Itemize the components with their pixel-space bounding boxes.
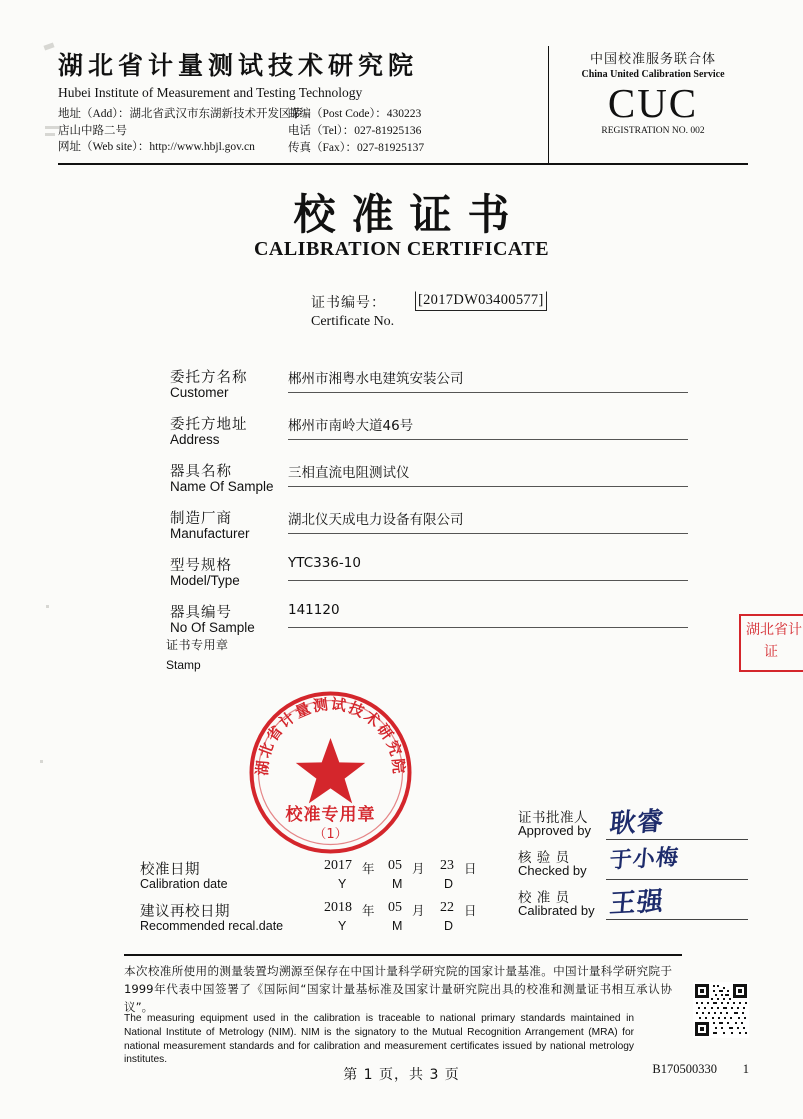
field-manufacturer bbox=[170, 507, 690, 554]
signature-approved-by bbox=[518, 806, 748, 846]
date-month-unit-en: M bbox=[392, 919, 403, 933]
tel-line: 电话（Tel）：027-81925136 bbox=[288, 125, 422, 137]
field-label-en: Model/Type bbox=[170, 573, 240, 588]
organization-name-en: Hubei Institute of Measurement and Testing Technology bbox=[58, 85, 363, 100]
date-label-en: Recommended recal.date bbox=[140, 919, 284, 933]
serial-number: B170500330 bbox=[652, 1062, 717, 1076]
field-address bbox=[170, 413, 690, 460]
date-day-unit-cn: 日 bbox=[464, 861, 477, 876]
field-label-cn: 制造厂商 bbox=[170, 511, 232, 527]
calibration-date-row bbox=[140, 858, 520, 900]
date-day-unit-cn: 日 bbox=[464, 903, 477, 918]
header-divider-vertical bbox=[548, 46, 549, 163]
certificate-number-value: [2017DW03400577] bbox=[415, 291, 547, 311]
field-name-of-sample bbox=[170, 460, 690, 507]
date-day-unit-en: D bbox=[444, 919, 454, 933]
stamp-label-cn: 证书专用章 bbox=[166, 638, 229, 652]
footer-note-en: The measuring equipment used in the calibration is traceable to national primary standards maintained in National Institute of Metrology (NIM). NIM is the signatory to the Mutual Recognition Arrangement (MRA) for national measurement standards and for calibration and measurement certificates issued by national metrology institutes. bbox=[124, 1013, 634, 1066]
date-label-en: Calibration date bbox=[140, 877, 228, 891]
date-month-unit-cn: 月 bbox=[412, 861, 425, 876]
header-right-cuc-logo bbox=[558, 48, 748, 136]
date-month-value: 05 bbox=[388, 858, 402, 873]
signature-label-cn: 证书批准人 bbox=[518, 810, 588, 826]
page-number: 第 1 页，共 3 页 bbox=[343, 1067, 460, 1083]
field-value: 郴州市湘粤水电建筑安装公司 bbox=[288, 371, 464, 387]
field-underline bbox=[288, 392, 688, 393]
stamp-label-en: Stamp bbox=[166, 658, 201, 672]
contact-block bbox=[58, 106, 538, 156]
field-underline bbox=[288, 580, 688, 581]
cuc-mark: CUC bbox=[607, 80, 699, 126]
svg-text:湖北省计量测试技术研究院: 湖北省计量测试技术研究院 bbox=[253, 695, 408, 777]
signature-label-cn: 核 验 员 bbox=[518, 850, 570, 866]
signature-block bbox=[518, 806, 748, 926]
website-line: 网址（Web site）：http://www.hbjl.gov.cn bbox=[58, 141, 255, 154]
cuc-name-cn: 中国校准服务联合体 bbox=[589, 52, 716, 67]
signature-underline bbox=[606, 879, 748, 880]
page-title-en: CALIBRATION CERTIFICATE bbox=[253, 238, 550, 260]
postcode-line: 邮编（Post Code）：430223 bbox=[288, 108, 422, 120]
field-model-type bbox=[170, 554, 690, 601]
scan-speck bbox=[45, 126, 59, 129]
field-label-en: Name Of Sample bbox=[170, 479, 274, 494]
date-year-unit-en: Y bbox=[338, 877, 347, 891]
qr-code-svg bbox=[693, 982, 749, 1038]
certificate-number-label-en: Certificate No. bbox=[311, 314, 395, 329]
scan-speck bbox=[43, 42, 54, 50]
page-title-cn: 校准证书 bbox=[293, 190, 526, 239]
field-label-cn: 器具名称 bbox=[170, 464, 232, 480]
date-day-unit-en: D bbox=[444, 877, 454, 891]
field-value: YTC336-10 bbox=[288, 555, 361, 571]
date-label-cn: 校准日期 bbox=[140, 862, 200, 878]
date-year-unit-cn: 年 bbox=[362, 903, 375, 918]
field-value: 141120 bbox=[288, 602, 340, 618]
signature-checked-by bbox=[518, 846, 748, 886]
field-label-en: No Of Sample bbox=[170, 620, 255, 635]
qr-code-icon bbox=[693, 982, 749, 1038]
field-label-en: Customer bbox=[170, 385, 229, 400]
signature-underline bbox=[606, 919, 748, 920]
seal-icon bbox=[248, 690, 413, 855]
signature-label-en: Approved by bbox=[518, 823, 591, 838]
field-underline bbox=[288, 533, 688, 534]
field-value: 郴州市南岭大道46号 bbox=[288, 418, 414, 434]
cuc-name-en: China United Calibration Service bbox=[581, 69, 725, 80]
footer-note-cn: 本次校准所使用的测量装置均溯源至保存在中国计量科学研究院的国家计量基准。中国计量科学研究院于1999年代表中国签署了《国际间“国家计量基标准及国家计量研究院出具的校准和测量证书相互承认协议”。 bbox=[124, 964, 672, 1014]
serial-index: 1 bbox=[742, 1062, 749, 1076]
svg-text:校准专用章: 校准专用章 bbox=[285, 805, 376, 825]
date-year-value: 2018 bbox=[324, 900, 352, 915]
field-label-cn: 委托方名称 bbox=[170, 370, 248, 386]
header-left bbox=[58, 46, 538, 156]
date-year-value: 2017 bbox=[324, 858, 352, 873]
field-value: 三相直流电阻测试仪 bbox=[288, 465, 410, 481]
date-month-unit-en: M bbox=[392, 877, 403, 891]
signature-label-en: Calibrated by bbox=[518, 903, 595, 918]
fax-line: 传真（Fax）：027-81925137 bbox=[288, 142, 425, 154]
field-underline bbox=[288, 439, 688, 440]
field-customer bbox=[170, 366, 690, 413]
scan-speck bbox=[40, 760, 43, 763]
address-line-1: 地址（Add）：湖北省武汉市东湖新技术开发区茅 bbox=[58, 108, 303, 120]
field-value: 湖北仪天成电力设备有限公司 bbox=[288, 512, 464, 528]
field-label-cn: 器具编号 bbox=[170, 605, 232, 621]
official-round-seal bbox=[248, 690, 413, 855]
date-year-unit-cn: 年 bbox=[362, 861, 375, 876]
stamp-label-block bbox=[166, 636, 229, 672]
date-month-value: 05 bbox=[388, 900, 402, 915]
dates-block bbox=[140, 858, 520, 942]
field-underline bbox=[288, 486, 688, 487]
field-label-en: Manufacturer bbox=[170, 526, 250, 541]
edge-stamp-line-1: 湖北省计 bbox=[746, 622, 802, 638]
signature-value: 于小梅 bbox=[608, 845, 681, 874]
footer-divider bbox=[124, 954, 682, 956]
certificate-number-block bbox=[311, 292, 711, 330]
signature-calibrated-by bbox=[518, 886, 748, 926]
signature-value: 王强 bbox=[608, 886, 666, 920]
date-year-unit-en: Y bbox=[338, 919, 347, 933]
cuc-registration-no: REGISTRATION NO. 002 bbox=[601, 126, 705, 137]
svg-text:（1）: （1） bbox=[313, 827, 348, 842]
date-label-cn: 建议再校日期 bbox=[140, 904, 230, 920]
recommended-recal-date-row bbox=[140, 900, 520, 942]
signature-value: 耿睿 bbox=[608, 806, 666, 840]
field-no-of-sample bbox=[170, 601, 690, 648]
field-underline bbox=[288, 627, 688, 628]
certificate-number-label-cn: 证书编号： bbox=[311, 295, 386, 311]
date-month-unit-cn: 月 bbox=[412, 903, 425, 918]
field-label-en: Address bbox=[170, 432, 220, 447]
organization-name-cn: 湖北省计量测试技术研究院 bbox=[58, 51, 419, 80]
date-day-value: 22 bbox=[440, 900, 454, 915]
edge-stamp-line-2: 证 bbox=[764, 643, 778, 660]
customer-sample-fields bbox=[170, 366, 690, 648]
scan-speck bbox=[46, 605, 49, 608]
edge-partial-stamp bbox=[739, 614, 803, 672]
signature-label-en: Checked by bbox=[518, 863, 587, 878]
signature-label-cn: 校 准 员 bbox=[518, 890, 570, 906]
field-label-cn: 型号规格 bbox=[170, 558, 232, 574]
header-divider-horizontal bbox=[58, 163, 748, 165]
field-label-cn: 委托方地址 bbox=[170, 417, 248, 433]
scan-speck bbox=[45, 133, 55, 136]
address-line-2: 店山中路二号 bbox=[58, 124, 127, 137]
date-day-value: 23 bbox=[440, 858, 454, 873]
